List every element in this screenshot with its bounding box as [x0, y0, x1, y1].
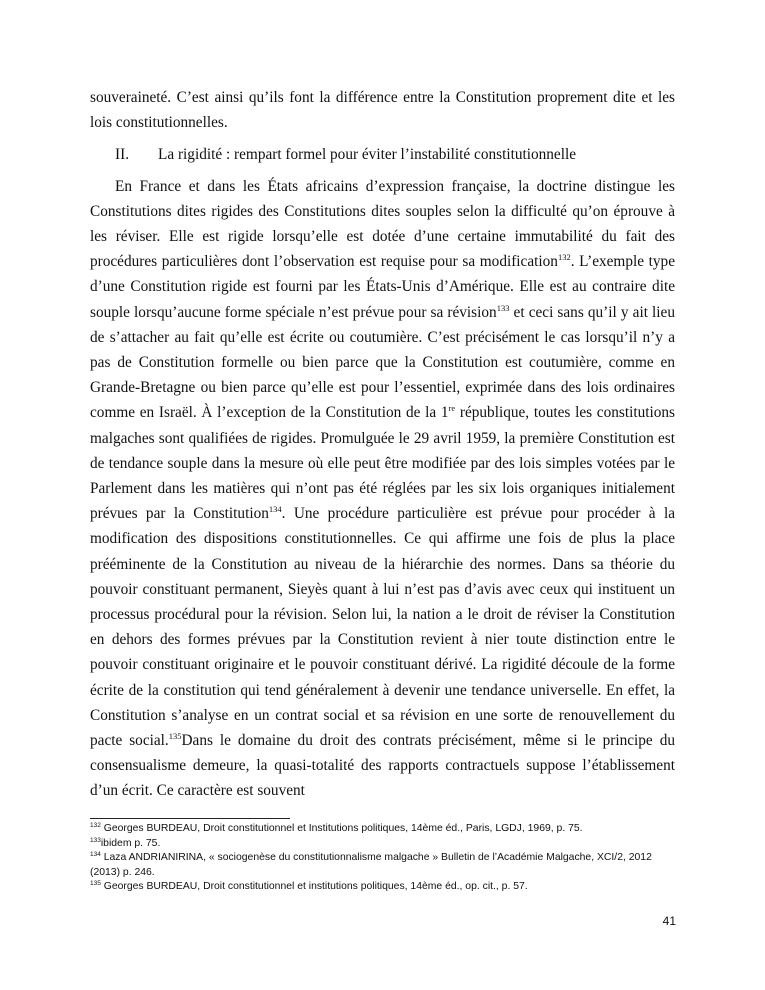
- footnote-ref-133: 133: [496, 302, 510, 313]
- body-text: [90, 85, 675, 804]
- section-heading-number: II.: [115, 146, 130, 164]
- footnote-text: ibidem p. 75.: [100, 837, 161, 849]
- section-heading-title: La rigidité : rempart formel pour éviter l’instabilité constitutionnelle: [158, 146, 576, 164]
- main-paragraph: [90, 174, 675, 804]
- footnote-ref-134: 134: [268, 504, 282, 515]
- footnote-number: 132: [90, 822, 101, 829]
- footnote-text: Georges BURDEAU, Droit constitutionnel et institutions politiques, 14ème éd., op. cit., p. 57.: [100, 881, 528, 893]
- section-heading: [90, 142, 675, 167]
- footnote: [90, 837, 680, 852]
- paragraph-segment-6: Dans le domaine du droit des contrats précisément, même si le principe du consensualisme demeure, la quasi-totalité des rapports contractuels suppose l’établissement d’un écrit. Ce caractère est souvent: [90, 732, 675, 800]
- footnote: [90, 822, 680, 837]
- footnote-text: Georges BURDEAU, Droit constitutionnel et Institutions politiques, 14ème éd., Paris, LGDJ, 1969, p. 75.: [100, 823, 583, 834]
- footnote-separator: [90, 818, 290, 819]
- footnote-number: 133: [90, 836, 101, 844]
- paragraph-segment-2: . L’exemple type d’une Constitution rigide est fourni par les États-Unis d’Amérique. Elle est au contraire dite souple lorsqu’aucune forme spéciale n’est prévue pour sa révision: [90, 253, 675, 321]
- paragraph-segment-5: . Une procédure particulière est prévue pour procéder à la modification des dispositions constitutionnelles. Ce qui affirme une fois de plus la place prééminente de la Constitution au niveau de la hiérarchie des normes. Dans sa théorie du pouvoir constituant permanent, Sieyès quant à lui n’est pas d’avis avec ceux qui instituent un processus procédural pour la révision. Selon lui, la nation a le droit de réviser la Constitution en dehors des formes prévues par la Constitution revient à nier toute distinction entre le pouvoir constituant originaire et le pouvoir constituant dérivé. La rigidité découle de la forme écrite de la constitution qui tend généralement à devenir une tendance universelle. En effet, la Constitution s’analyse en un contrat social et sa révision en une sorte de renouvellement du pacte social.: [90, 505, 675, 750]
- paragraph-segment-1: En France et dans les États africains d’expression française, la doctrine distingue les Constitutions dites rigides des Constitutions dites souples selon la difficulté qu’on éprouve à les réviser. Elle est rigide lorsqu’elle est dotée d’une certaine immutabilité du fait des procédures particulières dont l’observation est requise pour sa modification: [90, 177, 675, 271]
- footnote-number: 135: [90, 880, 101, 888]
- footnote: [90, 851, 680, 880]
- footnote-ref-135: 135: [168, 731, 182, 742]
- footnote: [90, 880, 680, 895]
- continuation-paragraph: souveraineté. C’est ainsi qu’ils font la différence entre la Constitution proprement dite et les lois constitutionnelles.: [90, 89, 675, 132]
- footnote-text: Laza ANDRIANIRINA, « sociogenèse du constitutionnalisme malgache » Bulletin de l’Académie Malgache, XCI/2, 2012 (2013) p. 246.: [90, 852, 652, 878]
- ordinal-suffix: re: [448, 403, 456, 414]
- paragraph-segment-3: et ceci sans qu’il y ait lieu de s’attacher au fait qu’elle est écrite ou coutumière. C’est précisément le cas lorsqu’il n’y a pas de Constitution formelle ou bien parce que la Constitution est coutumière, comme en Grande-Bretagne ou bien parce qu’elle est pour l’essentiel, exprimée dans des lois ordinaires comme en Israël. À l’exception de la Constitution de la 1: [90, 303, 675, 422]
- footnotes: [90, 822, 680, 895]
- paragraph-segment-4: république, toutes les constitutions malgaches sont qualifiées de rigides. Promulguée le 29 avril 1959, la première Constitution est de tendance souple dans la mesure où elle peut être modifiée par des lois simples votées par le Parlement dans les matières qui n’ont pas été réglées par les six lois organiques initialement prévues par la Constitution: [90, 404, 675, 523]
- footnote-ref-132: 132: [557, 252, 571, 263]
- page-number: 41: [662, 914, 676, 928]
- footnote-number: 134: [90, 851, 101, 859]
